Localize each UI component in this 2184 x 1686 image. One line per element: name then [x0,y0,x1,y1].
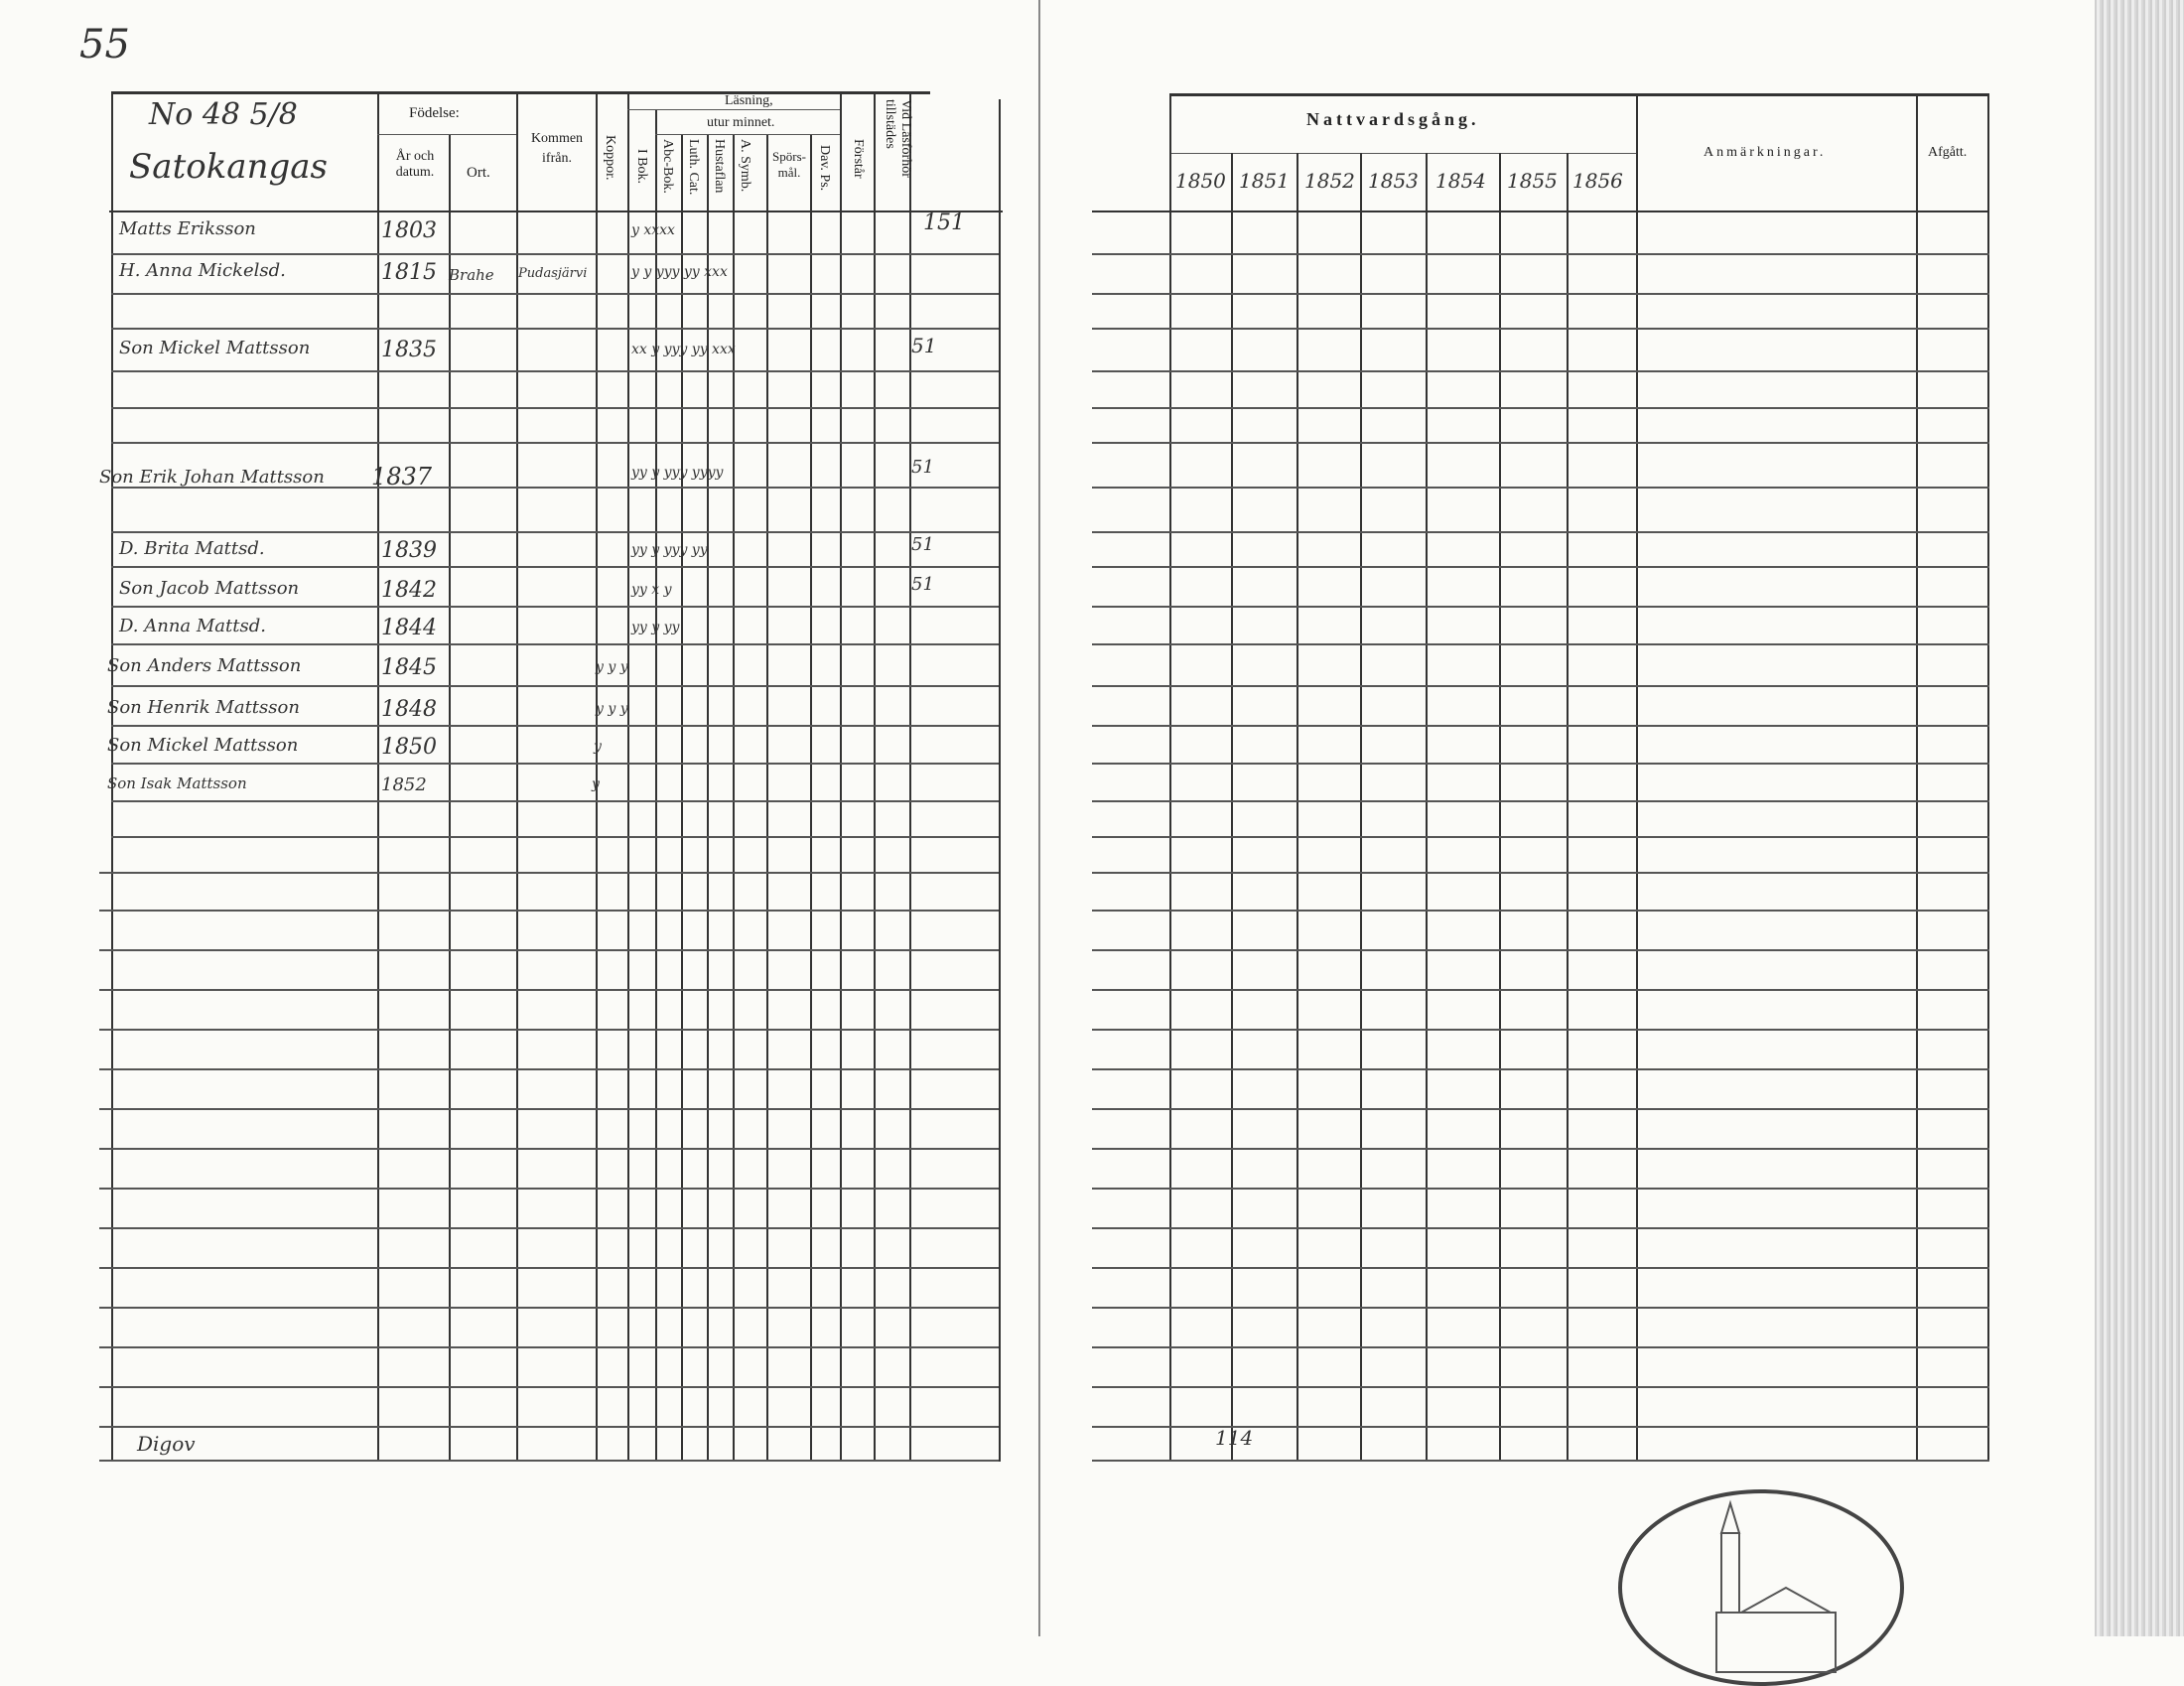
person-name: Son Mickel Mattsson [119,338,311,358]
church-icon [1622,1493,1900,1682]
person-born: 1803 [381,218,437,243]
person-name: D. Anna Mattsd. [119,616,266,636]
person-name: Matts Eriksson [119,218,256,239]
header-kommen-ifran: Kommen ifrån. [530,131,584,166]
household-number: No 48 5/8 [149,97,298,132]
person-place: Brahe [449,266,494,284]
year-1852: 1852 [1304,169,1355,193]
person-marks: y xxxx [631,222,675,238]
page-number: 55 [79,22,130,68]
person-born: 1842 [381,578,437,603]
person-marks: xx y yyy yy xxx [631,342,736,357]
header-koppor: Koppor. [603,135,617,181]
person-name: H. Anna Mickelsd. [119,260,286,281]
person-name: Son Henrik Mattsson [107,697,300,718]
person-extra: 51 [911,334,937,357]
header-vid-lasforhor: Vid Läsförhör tillstädes [883,99,913,178]
year-1851: 1851 [1239,169,1290,193]
header-abc-bok: Abc-Bok. [660,139,675,194]
year-1854: 1854 [1435,169,1486,193]
header-nattvardsgang: Nattvardsgång. [1306,109,1480,129]
header-ar-och-datum: År och datum. [395,149,435,180]
header-forstar: Förstår [851,139,866,179]
person-extra: 51 [911,534,934,555]
person-marks: yy y yyy yyyy [631,465,724,481]
year-1856: 1856 [1572,169,1623,193]
header-sporsmal: Spörs-mål. [772,149,806,180]
right-footer-note: 114 [1215,1426,1254,1450]
person-born: 1837 [371,463,433,491]
header-anmarkningar: Anmärkningar. [1704,145,1827,160]
year-1853: 1853 [1368,169,1419,193]
farm-name: Satokangas [129,147,328,187]
person-marks: y [594,739,602,755]
person-born: 1845 [381,655,437,680]
person-born: 1848 [381,697,437,722]
header-ort: Ort. [467,165,490,181]
person-extra: 51 [911,457,934,478]
person-name: D. Brita Mattsd. [119,538,265,559]
header-luth-cat: Luth. Cat. [686,139,701,196]
person-name: Son Erik Johan Mattsson [99,467,325,488]
person-from: Pudasjärvi [518,266,588,281]
person-name: Son Anders Mattsson [107,655,302,676]
person-marks: y [592,776,600,792]
header-i-bok: I Bok. [634,149,649,184]
person-born: 1839 [381,538,437,563]
book-spine [1038,0,1040,1636]
page-edge-shadow [2095,0,2184,1636]
person-marks: y y yyy yy xxx [631,264,728,280]
header-a-symb: A. Symb. [738,139,752,193]
person-born: 1850 [381,735,437,760]
person-name: Son Jacob Mattsson [119,578,300,599]
header-utur-minnet: utur minnet. [707,115,775,130]
person-born: 1844 [381,616,437,640]
person-born: 1815 [381,260,437,285]
person-born: 1835 [381,338,437,362]
person-extra: 51 [911,574,934,595]
person-name: Son Isak Mattsson [107,774,247,792]
person-marks: yy y yy [631,620,680,635]
header-afgatt: Afgått. [1928,145,1968,160]
person-marks: yy y yyy yy [631,542,708,558]
person-name: Son Mickel Mattsson [107,735,299,756]
year-1855: 1855 [1507,169,1558,193]
person-extra: 151 [923,211,965,235]
header-dav-ps: Dav. Ps. [817,145,832,192]
header-lasning: Läsning, [725,93,773,108]
person-marks: yy x y [631,582,672,598]
person-marks: y y y [596,701,628,717]
person-marks: y y y [596,659,628,675]
header-fodelse: Födelse: [409,105,460,121]
person-born: 1852 [381,774,427,795]
archive-seal-stamp [1618,1489,1904,1686]
year-1850: 1850 [1175,169,1226,193]
header-hustaflan: Hustaflan [712,139,727,194]
left-footer-note: Digov [137,1432,196,1456]
